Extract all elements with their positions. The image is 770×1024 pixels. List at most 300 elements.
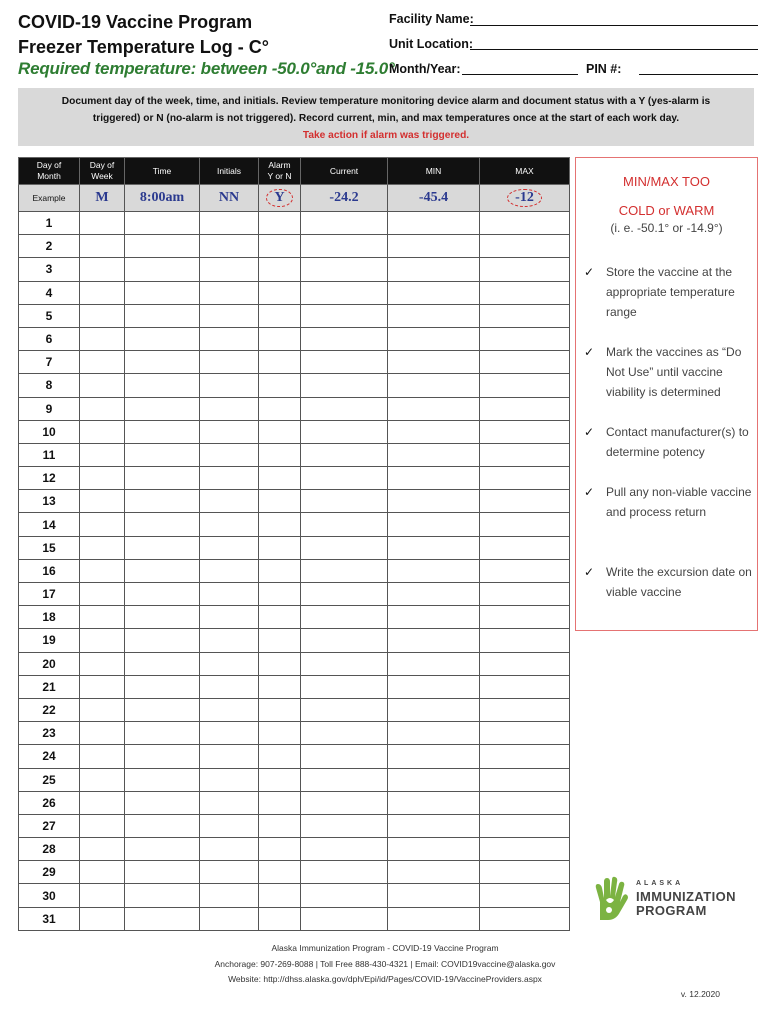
min-cell[interactable] [388,722,480,745]
time-cell[interactable] [125,281,200,304]
time-cell[interactable] [125,374,200,397]
min-cell[interactable] [388,467,480,490]
min-cell[interactable] [388,652,480,675]
day-of-week-cell[interactable] [80,861,125,884]
day-of-week-cell[interactable] [80,698,125,721]
alarm-cell[interactable] [259,536,301,559]
max-cell[interactable] [480,791,570,814]
time-cell[interactable] [125,861,200,884]
time-cell[interactable] [125,675,200,698]
max-cell[interactable] [480,768,570,791]
current-cell[interactable] [301,397,388,420]
sidebar-bullet-text: Store the vaccine at the appropriate temperature range [606,265,735,319]
min-cell[interactable] [388,235,480,258]
checkmark-icon: ✓ [584,265,595,279]
initials-cell[interactable] [200,791,259,814]
instructions-box [18,88,754,146]
initials-cell[interactable] [200,304,259,327]
min-cell[interactable] [388,745,480,768]
min-cell[interactable] [388,536,480,559]
time-cell[interactable] [125,583,200,606]
checkmark-icon: ✓ [584,485,595,499]
facility-name-field[interactable] [470,25,758,26]
alarm-cell[interactable] [259,490,301,513]
initials-cell[interactable] [200,467,259,490]
day-number: 6 [19,327,80,350]
alarm-cell[interactable] [259,583,301,606]
alarm-cell[interactable] [259,281,301,304]
day-of-week-cell[interactable] [80,838,125,861]
current-cell[interactable] [301,258,388,281]
time-cell[interactable] [125,629,200,652]
alarm-cell[interactable] [259,629,301,652]
day-of-week-cell[interactable] [80,583,125,606]
min-cell[interactable] [388,606,480,629]
checkmark-icon: ✓ [584,565,595,579]
sidebar-heading-1: MIN/MAX TOO [623,174,710,189]
current-cell[interactable] [301,722,388,745]
max-cell[interactable] [480,304,570,327]
min-cell[interactable] [388,791,480,814]
min-cell[interactable] [388,768,480,791]
version-label: v. 12.2020 [680,989,720,999]
day-of-week-cell[interactable] [80,606,125,629]
sidebar-bullet-text: Pull any non-viable vaccine and process return [606,485,752,519]
day-number: 10 [19,420,80,443]
time-cell[interactable] [125,212,200,235]
day-number: 15 [19,536,80,559]
table-row [19,791,570,814]
day-number: 3 [19,258,80,281]
alarm-cell[interactable] [259,768,301,791]
alarm-cell[interactable] [259,838,301,861]
day-number: 13 [19,490,80,513]
initials-cell[interactable] [200,861,259,884]
table-row [19,559,570,582]
alarm-cell[interactable] [259,420,301,443]
day-of-week-cell[interactable] [80,536,125,559]
initials-cell[interactable] [200,884,259,907]
unit-location-field[interactable] [470,49,758,50]
current-cell[interactable] [301,281,388,304]
current-cell[interactable] [301,304,388,327]
initials-cell[interactable] [200,443,259,466]
col-header-day-of-month: Day of Month [19,158,80,185]
max-cell[interactable] [480,583,570,606]
max-cell[interactable] [480,884,570,907]
alarm-cell[interactable] [259,212,301,235]
initials-cell[interactable] [200,258,259,281]
current-cell[interactable] [301,490,388,513]
pin-field[interactable] [639,74,758,75]
initials-cell[interactable] [200,722,259,745]
day-number: 23 [19,722,80,745]
time-cell[interactable] [125,768,200,791]
min-cell[interactable] [388,397,480,420]
sidebar-bullet-text: Mark the vaccines as “Do Not Use” until vaccine viability is determined [606,345,742,399]
alarm-cell[interactable] [259,258,301,281]
min-cell[interactable] [388,884,480,907]
day-number: 28 [19,838,80,861]
min-cell[interactable] [388,490,480,513]
table-row [19,861,570,884]
day-of-week-cell[interactable] [80,374,125,397]
day-of-week-cell[interactable] [80,745,125,768]
alarm-cell[interactable] [259,443,301,466]
table-row [19,768,570,791]
max-cell[interactable] [480,420,570,443]
max-cell[interactable] [480,467,570,490]
max-cell[interactable] [480,652,570,675]
initials-cell[interactable] [200,281,259,304]
current-cell[interactable] [301,884,388,907]
alarm-cell[interactable] [259,559,301,582]
max-cell[interactable] [480,235,570,258]
example-alarm-cell [259,185,301,212]
time-cell[interactable] [125,838,200,861]
col-header-min: MIN [388,158,480,185]
current-cell[interactable] [301,467,388,490]
time-cell[interactable] [125,443,200,466]
month-year-label: Month/Year: [389,62,461,76]
day-of-week-cell[interactable] [80,327,125,350]
alarm-cell[interactable] [259,513,301,536]
alarm-cell[interactable] [259,374,301,397]
initials-cell[interactable] [200,606,259,629]
time-cell[interactable] [125,536,200,559]
alarm-cell[interactable] [259,351,301,374]
day-number: 14 [19,513,80,536]
col-header-current: Current [301,158,388,185]
day-of-week-cell[interactable] [80,722,125,745]
day-of-week-cell[interactable] [80,768,125,791]
min-cell[interactable] [388,258,480,281]
table-row [19,675,570,698]
day-of-week-cell[interactable] [80,791,125,814]
min-cell[interactable] [388,327,480,350]
time-cell[interactable] [125,884,200,907]
col-header-max: MAX [480,158,570,185]
max-cell[interactable] [480,490,570,513]
current-cell[interactable] [301,907,388,930]
day-number: 16 [19,559,80,582]
alarm-cell[interactable] [259,606,301,629]
min-cell[interactable] [388,443,480,466]
table-row [19,722,570,745]
table-row [19,420,570,443]
day-number: 27 [19,814,80,837]
alarm-cell[interactable] [259,907,301,930]
max-cell[interactable] [480,536,570,559]
current-cell[interactable] [301,606,388,629]
max-cell[interactable] [480,559,570,582]
month-year-field[interactable] [462,74,578,75]
day-number: 1 [19,212,80,235]
table-row [19,698,570,721]
min-cell[interactable] [388,281,480,304]
min-cell[interactable] [388,212,480,235]
current-cell[interactable] [301,768,388,791]
day-number: 29 [19,861,80,884]
alarm-cell[interactable] [259,675,301,698]
time-cell[interactable] [125,814,200,837]
max-cell[interactable] [480,258,570,281]
day-number: 21 [19,675,80,698]
initials-cell[interactable] [200,629,259,652]
alarm-cell[interactable] [259,814,301,837]
footer-website[interactable]: Website: http://dhss.alaska.gov/dph/Epi/id/Pages/COVID-19/VaccineProviders.aspx [228,974,542,984]
alarm-cell[interactable] [259,235,301,258]
day-of-week-cell[interactable] [80,397,125,420]
max-cell[interactable] [480,351,570,374]
alarm-cell[interactable] [259,397,301,420]
min-cell[interactable] [388,374,480,397]
day-of-week-cell[interactable] [80,235,125,258]
checkmark-icon: ✓ [584,425,595,439]
max-cell[interactable] [480,397,570,420]
col-header-time: Time [125,158,200,185]
day-of-week-cell[interactable] [80,490,125,513]
max-cell[interactable] [480,443,570,466]
min-cell[interactable] [388,420,480,443]
alarm-cell[interactable] [259,698,301,721]
day-number: 24 [19,745,80,768]
current-cell[interactable] [301,559,388,582]
time-cell[interactable] [125,606,200,629]
day-of-week-cell[interactable] [80,513,125,536]
max-cell[interactable] [480,675,570,698]
current-cell[interactable] [301,861,388,884]
time-cell[interactable] [125,513,200,536]
alarm-cell[interactable] [259,304,301,327]
initials-cell[interactable] [200,397,259,420]
current-cell[interactable] [301,420,388,443]
initials-cell[interactable] [200,490,259,513]
table-row [19,467,570,490]
initials-cell[interactable] [200,768,259,791]
max-cell[interactable] [480,907,570,930]
day-of-week-cell[interactable] [80,443,125,466]
alaska-immunization-logo [590,876,750,922]
max-cell[interactable] [480,513,570,536]
sidebar-bullet [584,262,752,322]
initials-cell[interactable] [200,212,259,235]
unit-location-label: Unit Location: [389,37,474,51]
pin-label: PIN #: [586,62,622,76]
example-alarm: Y [266,189,292,207]
day-of-week-cell[interactable] [80,212,125,235]
min-cell[interactable] [388,838,480,861]
table-row [19,536,570,559]
day-number: 2 [19,235,80,258]
current-cell[interactable] [301,698,388,721]
time-cell[interactable] [125,490,200,513]
current-cell[interactable] [301,629,388,652]
max-cell[interactable] [480,861,570,884]
max-cell[interactable] [480,327,570,350]
sidebar-example: (i. e. -50.1° or -14.9°) [610,221,723,235]
day-of-week-cell[interactable] [80,652,125,675]
max-cell[interactable] [480,722,570,745]
time-cell[interactable] [125,351,200,374]
footer-contact: Anchorage: 907-269-8088 | Toll Free 888-430-4321 | Email: COVID19vaccine@alaska.gov [214,959,556,969]
day-of-week-cell[interactable] [80,675,125,698]
time-cell[interactable] [125,722,200,745]
col-header-alarm: Alarm Y or N [259,158,301,185]
current-cell[interactable] [301,374,388,397]
example-row [19,185,570,212]
table-row [19,327,570,350]
initials-cell[interactable] [200,652,259,675]
current-cell[interactable] [301,443,388,466]
logo-line-1: ALASKA [636,880,684,887]
alarm-cell[interactable] [259,327,301,350]
initials-cell[interactable] [200,745,259,768]
day-number: 11 [19,443,80,466]
day-number: 19 [19,629,80,652]
initials-cell[interactable] [200,536,259,559]
alarm-cell[interactable] [259,861,301,884]
alarm-cell[interactable] [259,467,301,490]
initials-cell[interactable] [200,814,259,837]
initials-cell[interactable] [200,559,259,582]
time-cell[interactable] [125,420,200,443]
time-cell[interactable] [125,235,200,258]
day-of-week-cell[interactable] [80,559,125,582]
sidebar-heading-2: COLD or WARM [618,203,715,218]
current-cell[interactable] [301,791,388,814]
action-sidebar [575,157,758,631]
time-cell[interactable] [125,327,200,350]
required-temperature: Required temperature: between -50.0°and -15.0° [18,59,395,78]
initials-cell[interactable] [200,351,259,374]
min-cell[interactable] [388,583,480,606]
initials-cell[interactable] [200,235,259,258]
logo-line-2: IMMUNIZATION [636,889,736,904]
time-cell[interactable] [125,397,200,420]
time-cell[interactable] [125,559,200,582]
time-cell[interactable] [125,467,200,490]
initials-cell[interactable] [200,907,259,930]
day-number: 7 [19,351,80,374]
day-of-week-cell[interactable] [80,884,125,907]
max-cell[interactable] [480,629,570,652]
day-of-week-cell[interactable] [80,467,125,490]
min-cell[interactable] [388,559,480,582]
min-cell[interactable] [388,861,480,884]
time-cell[interactable] [125,745,200,768]
min-cell[interactable] [388,698,480,721]
table-row [19,583,570,606]
current-cell[interactable] [301,745,388,768]
day-of-week-cell[interactable] [80,907,125,930]
day-of-week-cell[interactable] [80,629,125,652]
day-number: 9 [19,397,80,420]
initials-cell[interactable] [200,675,259,698]
instructions-line-2: triggered) or N (no-alarm is not triggered). Record current, min, and max temperatures once at the start of each work day. [92,113,680,124]
time-cell[interactable] [125,791,200,814]
initials-cell[interactable] [200,513,259,536]
max-cell[interactable] [480,212,570,235]
initials-cell[interactable] [200,838,259,861]
time-cell[interactable] [125,258,200,281]
sidebar-bullet-text: Contact manufacturer(s) to determine potency [606,425,749,459]
day-of-week-cell[interactable] [80,420,125,443]
alarm-cell[interactable] [259,722,301,745]
min-cell[interactable] [388,304,480,327]
current-cell[interactable] [301,838,388,861]
alarm-cell[interactable] [259,652,301,675]
day-of-week-cell[interactable] [80,814,125,837]
alarm-cell[interactable] [259,884,301,907]
day-number: 4 [19,281,80,304]
title-line-1: COVID-19 Vaccine Program [18,12,253,32]
current-cell[interactable] [301,583,388,606]
initials-cell[interactable] [200,583,259,606]
time-cell[interactable] [125,652,200,675]
min-cell[interactable] [388,351,480,374]
current-cell[interactable] [301,235,388,258]
instructions-action: Take action if alarm was triggered. [302,130,470,141]
max-cell[interactable] [480,374,570,397]
current-cell[interactable] [301,513,388,536]
max-cell[interactable] [480,838,570,861]
min-cell[interactable] [388,907,480,930]
min-cell[interactable] [388,814,480,837]
current-cell[interactable] [301,675,388,698]
footer-line-1: Alaska Immunization Program - COVID-19 Vaccine Program [271,943,499,953]
initials-cell[interactable] [200,374,259,397]
alarm-cell[interactable] [259,745,301,768]
initials-cell[interactable] [200,420,259,443]
current-cell[interactable] [301,351,388,374]
day-number: 17 [19,583,80,606]
current-cell[interactable] [301,327,388,350]
min-cell[interactable] [388,513,480,536]
time-cell[interactable] [125,907,200,930]
day-of-week-cell[interactable] [80,281,125,304]
initials-cell[interactable] [200,698,259,721]
day-number: 31 [19,907,80,930]
current-cell[interactable] [301,212,388,235]
time-cell[interactable] [125,304,200,327]
max-cell[interactable] [480,814,570,837]
initials-cell[interactable] [200,327,259,350]
max-cell[interactable] [480,745,570,768]
current-cell[interactable] [301,814,388,837]
table-row [19,258,570,281]
table-row [19,374,570,397]
day-of-week-cell[interactable] [80,258,125,281]
day-of-week-cell[interactable] [80,304,125,327]
day-of-week-cell[interactable] [80,351,125,374]
min-cell[interactable] [388,675,480,698]
max-cell[interactable] [480,698,570,721]
sidebar-bullet-text: Write the excursion date on viable vaccine [606,565,752,599]
example-max-cell [480,185,570,212]
day-number: 22 [19,698,80,721]
current-cell[interactable] [301,652,388,675]
col-header-initials: Initials [200,158,259,185]
min-cell[interactable] [388,629,480,652]
max-cell[interactable] [480,606,570,629]
current-cell[interactable] [301,536,388,559]
alarm-cell[interactable] [259,791,301,814]
hand-icon [590,876,630,922]
max-cell[interactable] [480,281,570,304]
col-header-day-of-week: Day of Week [80,158,125,185]
time-cell[interactable] [125,698,200,721]
